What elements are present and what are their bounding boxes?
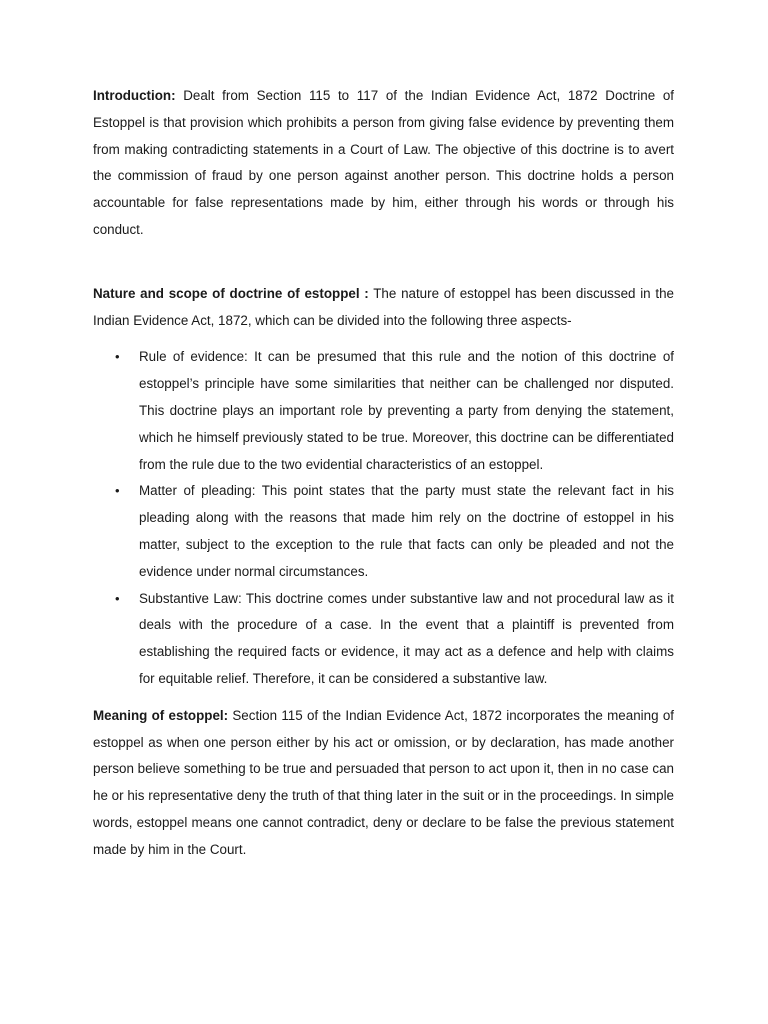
meaning-text: Section 115 of the Indian Evidence Act, 1872 incorporates the meaning of estoppel as when one person either by his act or omission, or by declaration, has made another person believe something to be true and persuaded that person to act upon it, then in no case can he or his representative deny the truth of that thing later in the suit or in the proceedings. In simple words, estoppel means one cannot contradict, deny or declare to be false the previous statement made by him in the Court. [93,707,674,857]
nature-scope-paragraph [93,281,674,335]
nature-scope-text: The nature of estoppel has been discussed in the Indian Evidence Act, 1872, which can be divided into the following three aspects- [93,285,674,328]
document-body [93,83,674,864]
bullet-icon: • [115,590,120,606]
nature-scope-heading: Nature and scope of doctrine of estoppel : [93,285,369,301]
bullet-icon: • [115,483,120,499]
aspects-list [93,344,674,692]
introduction-heading: Introduction: [93,88,176,103]
list-item-text: Rule of evidence: It can be presumed that this rule and the notion of this doctrine of estoppel’s principle have some similarities that neither can be challenged nor disputed. This doctrine plays an important role by preventing a party from denying the statement, which he himself previously stated to be true. Moreover, this doctrine can be differentiated from the rule due to the two evidential characteristics of an estoppel. [139,349,674,472]
introduction-paragraph [93,83,674,244]
list-item [93,478,674,585]
meaning-paragraph [93,703,674,864]
list-item-text: Matter of pleading: This point states that the party must state the relevant fact in his pleading along with the reasons that made him rely on the doctrine of estoppel in his matter, subject to the exception to the rule that facts can only be pleaded and not the evidence under normal circumstances. [139,483,674,579]
list-item [93,586,674,693]
bullet-icon: • [115,349,120,365]
meaning-heading: Meaning of estoppel: [93,707,229,723]
introduction-text: Dealt from Section 115 to 117 of the Indian Evidence Act, 1872 Doctrine of Estoppel is that provision which prohibits a person from giving false evidence by preventing them from making contradicting statements in a Court of Law. The objective of this doctrine is to avert the commission of fraud by one person against another person. This doctrine holds a person accountable for false representations made by him, either through his words or through his conduct. [93,88,674,237]
list-item [93,344,674,478]
list-item-text: Substantive Law: This doctrine comes under substantive law and not procedural law as it deals with the procedure of a case. In the event that a plaintiff is prevented from establishing the required facts or evidence, it may act as a defence and help with claims for equitable relief. Therefore, it can be considered a substantive law. [139,590,674,686]
